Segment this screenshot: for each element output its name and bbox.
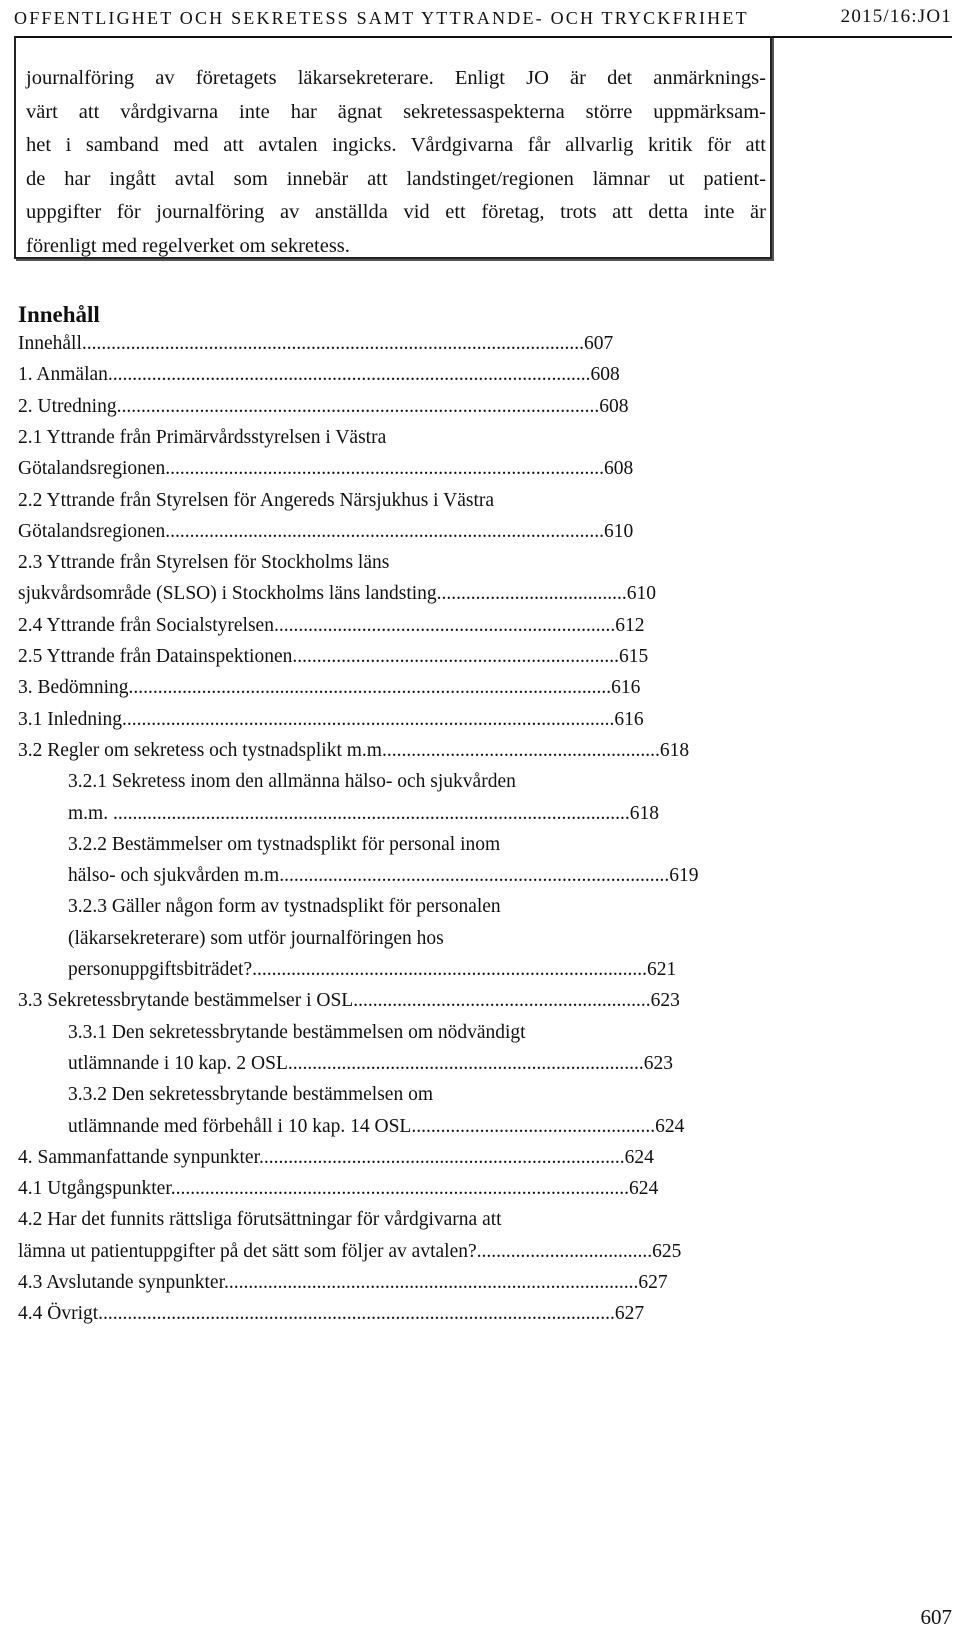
toc-entry-text: 4.4 Övrigt..........................................................................................................627: [18, 1303, 645, 1325]
toc-entry: [0, 486, 960, 516]
summary-text: [26, 62, 766, 263]
header-report-id: 2015/16:JO1: [840, 6, 952, 27]
toc-entry-text: 4. Sammanfattande synpunkter...........................................................................624: [18, 1146, 654, 1168]
toc-entry: [0, 1018, 960, 1048]
toc-entry: [0, 1299, 960, 1329]
toc-entry: [0, 705, 960, 735]
toc-entry-text: 1. Anmälan...................................................................................................608: [18, 364, 620, 386]
toc-entry: [0, 329, 960, 359]
toc-entry: [0, 392, 960, 422]
toc-entry: [0, 579, 960, 609]
summary-line: förenligt med regelverket om sekretess.: [26, 234, 350, 257]
toc-entry-text: Innehåll.......................................................................................................607: [18, 333, 614, 354]
summary-box: [14, 36, 772, 259]
toc-entry-text: (läkarsekreterare) som utför journalföringen hos: [68, 927, 444, 949]
toc-entry-text: sjukvårdsområde (SLSO) i Stockholms läns landsting.......................................610: [18, 583, 657, 605]
toc-entry: [0, 767, 960, 797]
toc-heading: Innehåll: [18, 302, 100, 327]
toc-entry: [0, 360, 960, 390]
toc-entry-text: utlämnande i 10 kap. 2 OSL.........................................................................623: [68, 1052, 674, 1074]
toc-entry: [0, 517, 960, 547]
running-header: [14, 6, 952, 38]
toc-entry-text: 3.2 Regler om sekretess och tystnadsplikt m.m.........................................................618: [18, 739, 690, 761]
toc-entry-text: utlämnande med förbehåll i 10 kap. 14 OSL..................................................624: [68, 1115, 685, 1137]
toc-entry-text: 2.1 Yttrande från Primärvårdsstyrelsen i Västra: [18, 426, 387, 448]
summary-line: de har ingått avtal som innebär att landstinget/regionen lämnar ut patient-: [26, 167, 766, 190]
toc-entry: [0, 861, 960, 891]
toc-entry-text: 2.2 Yttrande från Styrelsen för Angereds Närsjukhus i Västra: [18, 489, 495, 511]
summary-line: het i samband med att avtalen ingicks. Vårdgivarna får allvarlig kritik för att: [26, 134, 766, 156]
toc-entry-text: 3. Bedömning...................................................................................................616: [18, 677, 641, 699]
toc-entry: [0, 642, 960, 672]
toc-entry-text: Götalandsregionen..........................................................................................608: [18, 458, 634, 480]
summary-line: värt att vårdgivarna inte har ägnat sekretessaspekterna större uppmärksam-: [26, 100, 766, 123]
toc-entry-text: m.m. ..........................................................................................................618: [68, 802, 659, 824]
toc-entry-text: 3.3.1 Den sekretessbrytande bestämmelsen om nödvändigt: [68, 1021, 526, 1043]
page-number: 607: [920, 1605, 952, 1629]
toc-entry-text: 3.2.3 Gäller någon form av tystnadsplikt för personalen: [68, 896, 501, 918]
toc-entry: [0, 830, 960, 860]
toc-entry: [0, 1143, 960, 1173]
header-section-title: OFFENTLIGHET OCH SEKRETESS SAMT YTTRANDE- OCH TRYCKFRIHET: [14, 8, 749, 28]
toc-entry: [0, 1080, 960, 1110]
toc-entry-text: 3.2.2 Bestämmelser om tystnadsplikt för personal inom: [68, 833, 501, 855]
toc-entry-text: Götalandsregionen..........................................................................................610: [18, 520, 634, 542]
toc-entry-text: 2.5 Yttrande från Datainspektionen...................................................................615: [18, 646, 649, 667]
toc-entry-text: 4.3 Avslutande synpunkter.....................................................................................627: [18, 1272, 668, 1293]
toc-entry-text: 4.2 Har det funnits rättsliga förutsättningar för vårdgivarna att: [18, 1209, 502, 1231]
toc-entry-text: 3.1 Inledning.....................................................................................................616: [18, 708, 644, 730]
toc-entry: [0, 924, 960, 954]
toc-entry-text: 4.1 Utgångspunkter..............................................................................................624: [18, 1178, 659, 1200]
toc-entry-text: 3.3.2 Den sekretessbrytande bestämmelsen om: [68, 1084, 433, 1106]
summary-line: journalföring av företagets läkarsekreterare. Enligt JO är det anmärknings-: [26, 67, 766, 89]
toc-entry-text: personuppgiftsbiträdet?.................................................................................621: [68, 959, 677, 980]
toc-entry-text: lämna ut patientuppgifter på det sätt som följer av avtalen?....................................625: [18, 1240, 682, 1262]
toc-entry-text: hälso- och sjukvården m.m................................................................................619: [68, 865, 699, 887]
toc-entry-text: 2.4 Yttrande från Socialstyrelsen......................................................................612: [18, 614, 645, 636]
toc-entry-text: 3.3 Sekretessbrytande bestämmelser i OSL.............................................................623: [18, 990, 680, 1012]
toc-entry: [0, 423, 960, 453]
toc-entry: [0, 1268, 960, 1298]
toc-entry: [0, 799, 960, 829]
toc-entry-text: 2.3 Yttrande från Styrelsen för Stockholms läns: [18, 552, 390, 574]
toc-entry: [0, 454, 960, 484]
toc-entry: [0, 673, 960, 703]
toc-entry: [0, 955, 960, 985]
toc-entry: [0, 986, 960, 1016]
toc-entry: [0, 1237, 960, 1267]
toc-entry: [0, 611, 960, 641]
toc-entry: [0, 1112, 960, 1142]
toc-entry-text: 2. Utredning...................................................................................................608: [18, 395, 629, 417]
toc-entry: [0, 1205, 960, 1235]
toc-entry: [0, 892, 960, 922]
toc-entry: [0, 736, 960, 766]
toc-entry: [0, 1049, 960, 1079]
toc-entry: [0, 1174, 960, 1204]
toc-entry-text: 3.2.1 Sekretess inom den allmänna hälso- och sjukvården: [68, 771, 516, 793]
toc-entry: [0, 548, 960, 578]
summary-line: uppgifter för journalföring av anställda vid ett företag, trots att detta inte är: [26, 201, 766, 223]
